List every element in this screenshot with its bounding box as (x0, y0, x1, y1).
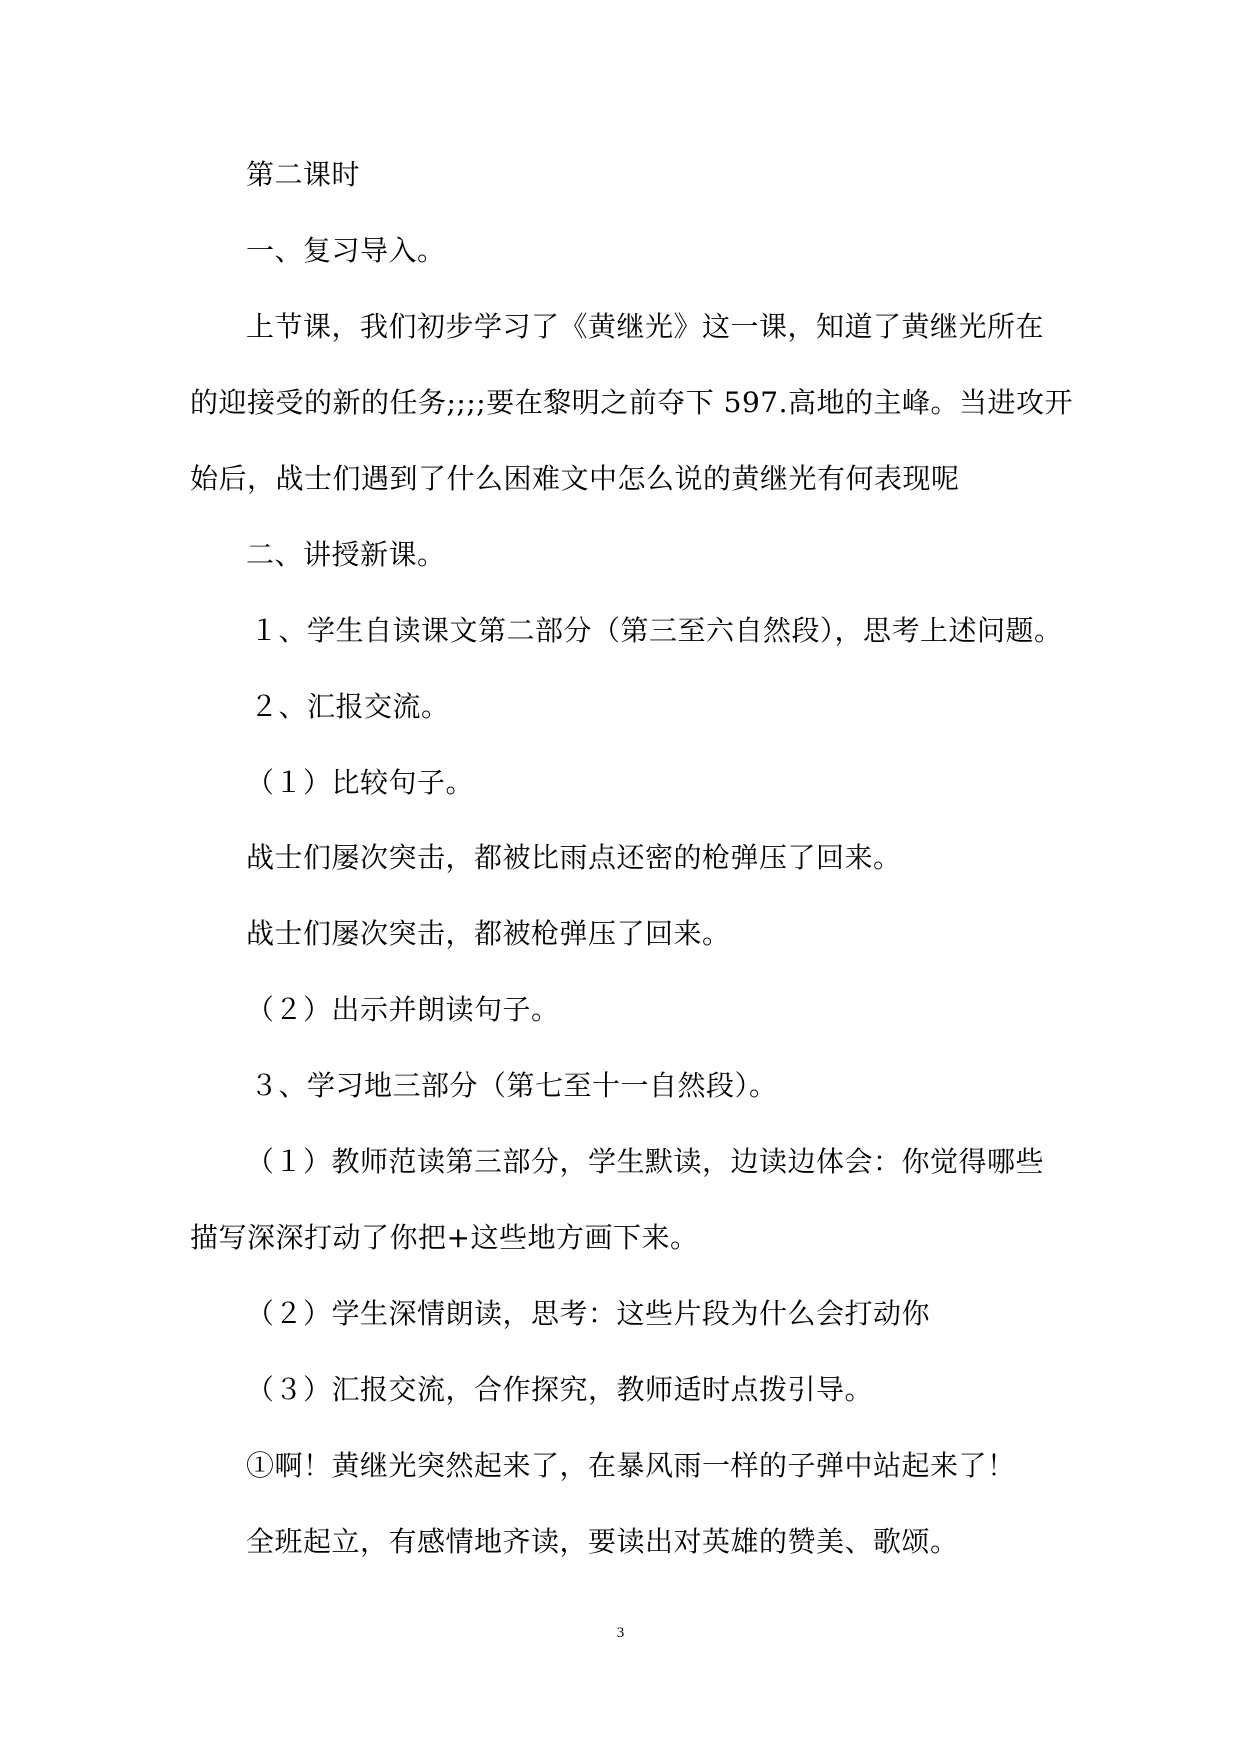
paragraph-line: 全班起立，有感情地齐读，要读出对英雄的赞美、歌颂。 (246, 1525, 959, 1558)
paragraph-line: 描写深深打动了你把+这些地方画下来。 (190, 1221, 699, 1254)
list-item: ３、学习地三部分（第七至十一自然段）。 (250, 1069, 778, 1102)
example-sentence: 战士们屡次突击，都被比雨点还密的枪弹压了回来。 (246, 841, 902, 874)
example-sentence: 战士们屡次突击，都被枪弹压了回来。 (246, 917, 731, 950)
list-item: （１）比较句子。 (246, 766, 475, 799)
list-item: ２、汇报交流。 (250, 690, 450, 723)
list-item: （２）学生深情朗读，思考：这些片段为什么会打动你 (246, 1297, 931, 1330)
list-item: １、学生自读课文第二部分（第三至六自然段），思考上述问题。 (250, 614, 1063, 647)
section-new-lesson-heading: 二、讲授新课。 (246, 538, 446, 571)
section-review-heading: 一、复习导入。 (246, 234, 446, 267)
list-item: （２）出示并朗读句子。 (246, 993, 560, 1026)
quoted-sentence: ①啊！黄继光突然起来了，在暴风雨一样的子弹中站起来了！ (246, 1449, 1016, 1482)
paragraph-line: 始后，战士们遇到了什么困难文中怎么说的黄继光有何表现呢 (190, 462, 960, 495)
paragraph-line: 的迎接受的新的任务;;;;要在黎明之前夺下 597.高地的主峰。当进攻开 (190, 386, 1073, 419)
lesson-heading: 第二课时 (246, 158, 361, 191)
list-item: （３）汇报交流，合作探究，教师适时点拨引导。 (246, 1373, 874, 1406)
list-item: （１）教师范读第三部分，学生默读，边读边体会：你觉得哪些 (246, 1145, 1045, 1178)
paragraph-line: 上节课，我们初步学习了《黄继光》这一课，知道了黄继光所在 (246, 310, 1045, 343)
page-number: 3 (616, 1625, 625, 1641)
